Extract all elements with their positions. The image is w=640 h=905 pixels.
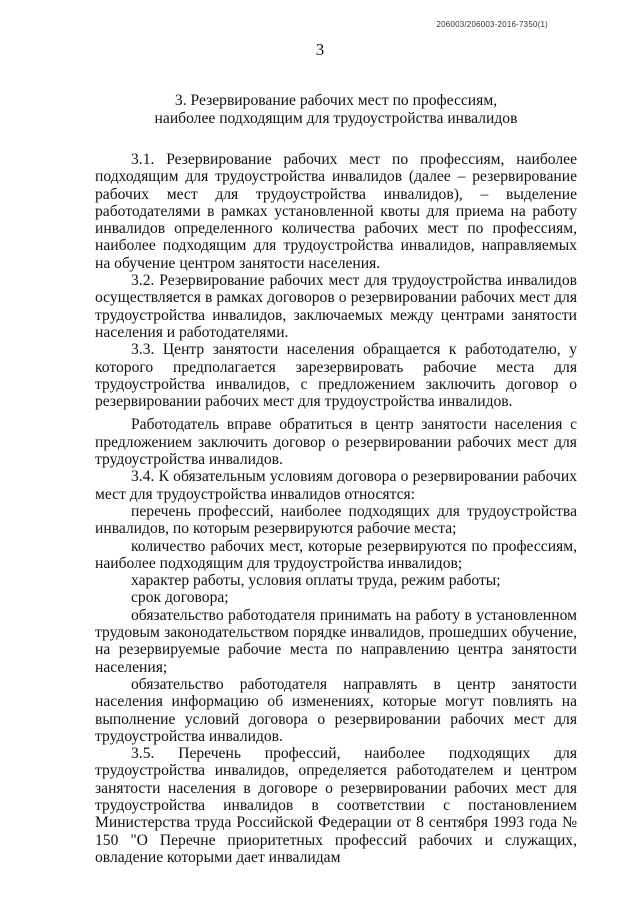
paragraph-3-5: 3.5. Перечень профессий, наиболее подходящих для трудоустройства инвалидов, определяется работодателем и центром занятости населения в договоре о резервировании рабочих мест для трудоустройства инвалидов в соответствии с постановлением Министерства труда Российской Федерации от 8 сентября 1993 года № 150 "О Перечне приоритетных профессий рабочих и служащих, овладение которыми дает инвалидам xyxy=(95,745,577,866)
paragraph-3-4: 3.4. К обязательным условиям договора о резервировании рабочих мест для трудоустройства инвалидов относятся: xyxy=(95,468,577,503)
list-item-job-count: количество рабочих мест, которые резервируются по профессиям, наиболее подходящим для трудоустройства инвалидов; xyxy=(95,537,577,572)
list-item-hiring-obligation: обязательство работодателя принимать на работу в установленном трудовым законодательством порядке инвалидов, прошедших обучение, на резервируемые рабочие места по направлению центра занятости населения; xyxy=(95,606,577,676)
section-title-line-2: наиболее подходящим для трудоустройства инвалидов xyxy=(154,110,518,127)
document-body xyxy=(95,92,577,866)
paragraph-3-1: 3.1. Резервирование рабочих мест по профессиям, наиболее подходящим для трудоустройства инвалидов (далее – резервирование рабочих мест для трудоустройства инвалидов), – выделение работодателями в рамках установленной квоты для приема на работу инвалидов определенного количества рабочих мест по профессиям, наиболее подходящим для трудоустройства инвалидов, направляемых на обучение центром занятости населения. xyxy=(95,151,577,272)
paragraph-3-2: 3.2. Резервирование рабочих мест для трудоустройства инвалидов осуществляется в рамках договоров о резервировании рабочих мест для трудоустройства инвалидов, заключаемых между центрами занятости населения и работодателями. xyxy=(95,272,577,341)
list-item-work-conditions: характер работы, условия оплаты труда, режим работы; xyxy=(131,572,501,590)
section-title xyxy=(95,92,577,128)
document-id: 206003/206003-2016-7350(1) xyxy=(436,20,548,29)
section-title-line-1: 3. Резервирование рабочих мест по профессиям, xyxy=(174,92,498,109)
list-item-reporting-obligation: обязательство работодателя направлять в центр занятости населения информацию об изменениях, которые могут повлиять на выполнение условий договора о резервировании рабочих мест для трудоустройства инвалидов. xyxy=(95,675,577,745)
list-item-contract-term: срок договора; xyxy=(131,589,229,607)
paragraph-3-3: 3.3. Центр занятости населения обращается к работодателю, у которого предполагается зарезервировать рабочие места для трудоустройства инвалидов, с предложением заключить договор о резервировании рабочих мест для трудоустройства инвалидов. xyxy=(95,341,577,411)
page-number: 3 xyxy=(315,40,325,59)
paragraph-employer-right: Работодатель вправе обратиться в центр занятости населения с предложением заключить договор о резервировании рабочих мест для трудоустройства инвалидов. xyxy=(95,416,577,469)
list-item-professions: перечень профессий, наиболее подходящих для трудоустройства инвалидов, по которым резервируются рабочие места; xyxy=(95,502,577,538)
